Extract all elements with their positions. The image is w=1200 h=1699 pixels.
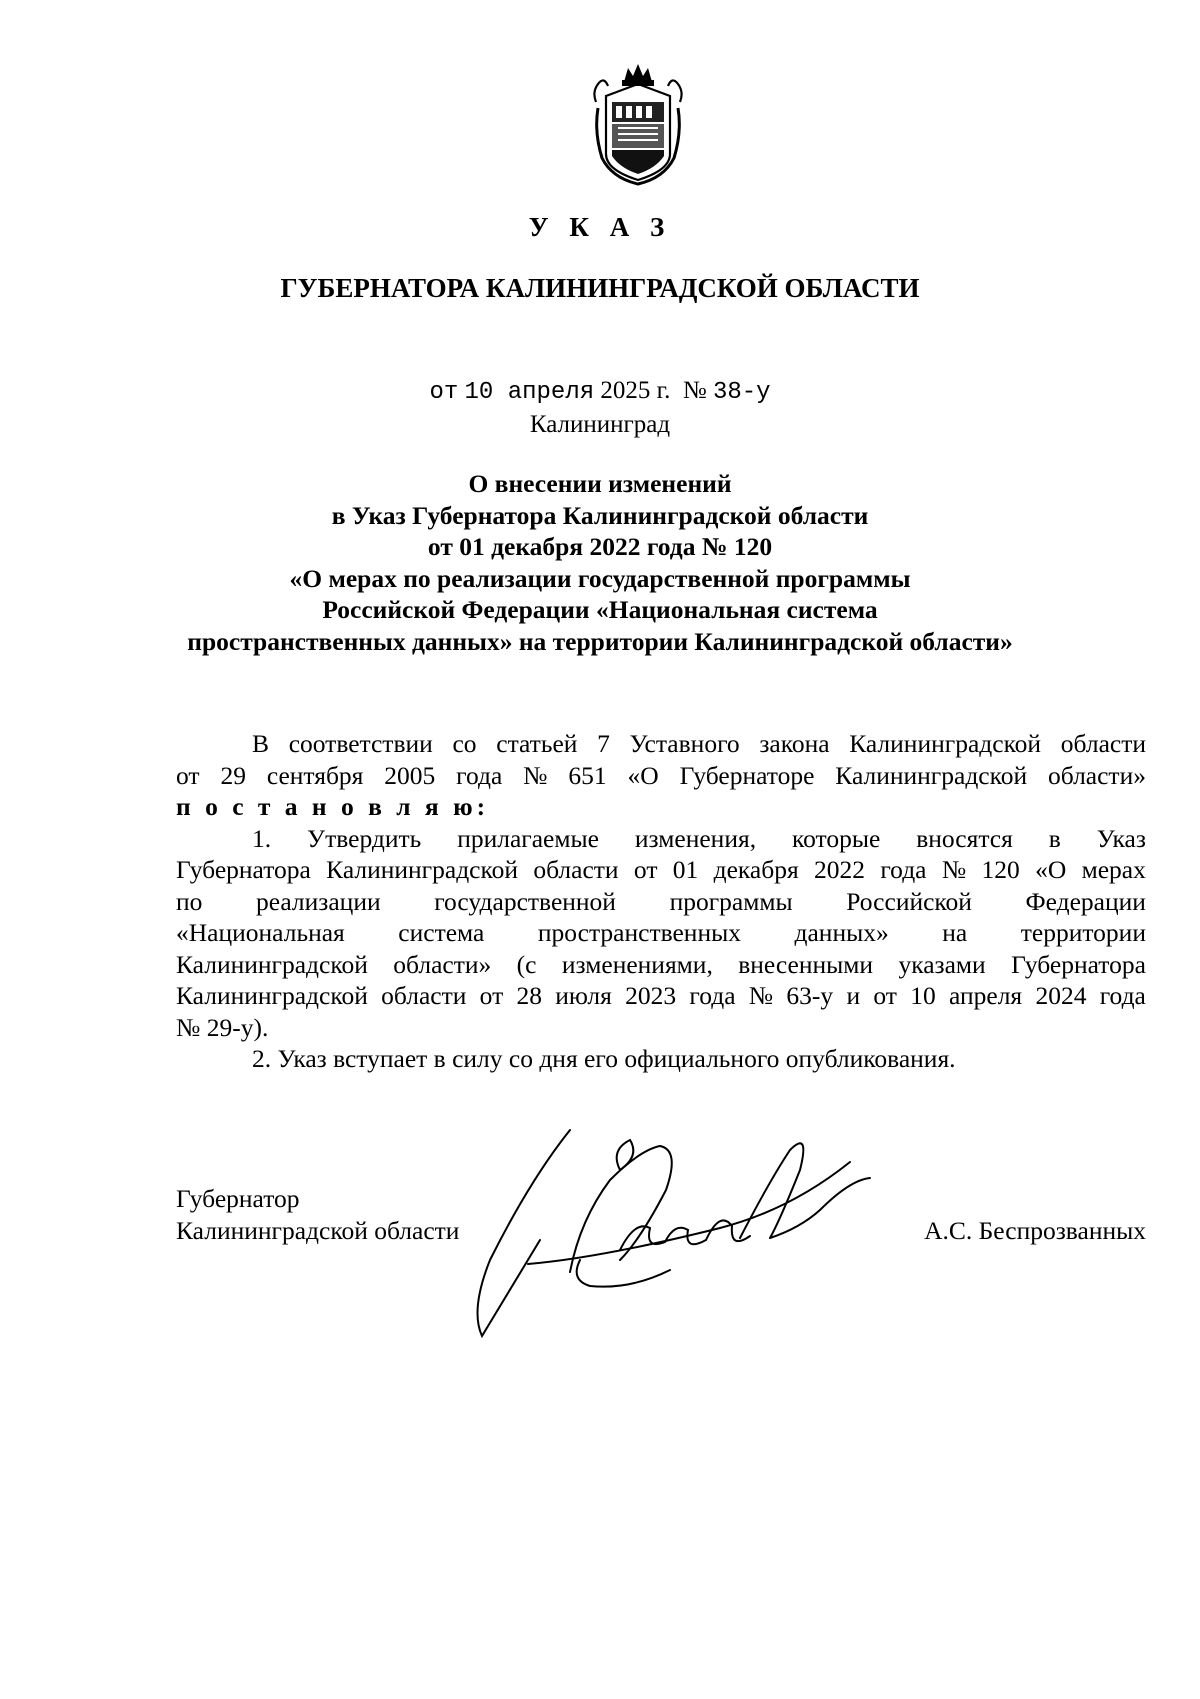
word: Уставного: [629, 729, 740, 758]
body-line: [176, 980, 1146, 1012]
word: территории: [1020, 918, 1146, 947]
document-body: [176, 728, 1146, 1075]
word: апреля: [949, 981, 1023, 1010]
word: года: [880, 855, 927, 884]
word: года: [1099, 981, 1146, 1010]
heading-line: О внесении изменений: [468, 469, 732, 498]
word: «Национальная: [176, 918, 345, 947]
word: Калининградской: [176, 981, 368, 1010]
word: Губернатора: [1011, 949, 1146, 979]
body-line: [176, 949, 1146, 981]
body-line: [176, 823, 1146, 855]
word: в: [1048, 823, 1061, 853]
signatory-title-line: Калининградской области: [176, 1216, 460, 1245]
body-line: [176, 917, 1146, 949]
word: государственной: [434, 886, 616, 916]
word: внесенными: [738, 949, 874, 979]
word: реализации: [256, 886, 381, 916]
word: Губернатора: [176, 855, 311, 884]
word: (с: [516, 949, 537, 979]
word: 2024: [1035, 981, 1087, 1010]
word: области: [533, 855, 619, 884]
word: Калининградской: [835, 760, 1028, 790]
document-city: Калининград: [529, 411, 671, 438]
word: Калининградской: [849, 729, 1042, 758]
document-date-line: [0, 377, 1200, 406]
word: прилагаемые: [457, 823, 599, 853]
word: 10: [910, 981, 936, 1010]
heading-line: от 01 декабря 2022 года № 120: [427, 532, 773, 561]
word: статьей: [496, 729, 578, 758]
date-value: 10 апреля: [464, 379, 595, 406]
word: указами: [898, 949, 986, 979]
word: №: [523, 760, 548, 790]
word: программы: [669, 886, 793, 916]
body-line: [176, 760, 1146, 792]
word: сентября: [266, 760, 364, 790]
body-line-decree: п о с т а н о в л я ю:: [176, 792, 490, 821]
word: система: [398, 918, 485, 947]
document-title: У К А З: [528, 212, 672, 242]
word: 2023: [625, 981, 677, 1010]
heading-line: в Указ Губернатора Калининградской области: [331, 500, 869, 530]
word: 651: [568, 760, 607, 790]
signatory-title: [176, 1183, 459, 1247]
body-line: № 29-у).: [176, 1012, 269, 1042]
heading-line: пространственных данных» на территории Калининградской области»: [187, 626, 1013, 656]
word: изменениями,: [561, 949, 713, 979]
word: 2022: [814, 855, 866, 884]
signature-icon: [470, 1110, 890, 1350]
body-line: [176, 886, 1146, 918]
word: года: [456, 760, 503, 790]
word: «О: [627, 760, 659, 790]
word: от: [479, 981, 504, 1010]
word: 120: [981, 855, 1020, 884]
word: Калининградской: [326, 855, 518, 884]
word: 28: [516, 981, 542, 1010]
word: области»: [393, 949, 492, 979]
word: закона: [759, 729, 830, 758]
word: области: [381, 981, 467, 1010]
number-prefix: №: [682, 377, 707, 404]
word: пространственных: [537, 918, 741, 947]
word: которые: [792, 823, 881, 853]
word: Российской: [846, 886, 972, 916]
body-line: [176, 854, 1146, 886]
word: вносятся: [916, 823, 1013, 853]
word: Указ: [1096, 823, 1146, 853]
word: 29: [220, 760, 246, 790]
word: данных»: [794, 918, 889, 947]
date-prefix: от: [429, 379, 459, 406]
signatory-name: А.С. Беспрозванных: [924, 1216, 1146, 1245]
word: 7: [597, 729, 610, 758]
word: со: [452, 729, 477, 758]
word: по: [176, 886, 203, 916]
word: и: [846, 981, 861, 1010]
document-subtitle: ГУБЕРНАТОРА КАЛИНИНГРАДСКОЙ ОБЛАСТИ: [280, 273, 920, 303]
word: 63-у: [786, 981, 834, 1010]
word: на: [942, 918, 968, 947]
word: В: [252, 729, 270, 758]
word: Утвердить: [307, 823, 422, 853]
word: 01: [672, 855, 699, 884]
body-line: 2. Указ вступает в силу со дня его официального опубликования.: [252, 1044, 956, 1073]
body-line: [176, 728, 1146, 760]
signatory-title-line: Губернатор: [176, 1184, 300, 1213]
word: соответствии: [288, 729, 433, 758]
word: области»: [1047, 760, 1146, 790]
word: Калининградской: [176, 949, 368, 979]
word: №: [941, 855, 967, 884]
word: Губернаторе: [679, 760, 815, 790]
word: декабря: [713, 855, 799, 884]
word: области: [1060, 729, 1146, 758]
word: года: [689, 981, 736, 1010]
word: от: [176, 760, 200, 790]
document-number: 38-у: [712, 379, 771, 406]
document-heading: [0, 468, 1200, 657]
word: июля: [555, 981, 612, 1010]
word: №: [748, 981, 774, 1010]
word: Федерации: [1025, 886, 1146, 916]
word: «О: [1035, 855, 1067, 884]
word: изменения,: [634, 823, 757, 853]
heading-line: Российской Федерации «Национальная система: [322, 595, 878, 624]
date-year: 2025 г.: [600, 377, 671, 404]
word: 1.: [252, 823, 272, 853]
word: от: [633, 855, 658, 884]
heading-line: «О мерах по реализации государственной программы: [289, 563, 911, 593]
word: мерах: [1081, 855, 1146, 884]
word: 2005: [384, 760, 436, 790]
coat-of-arms-icon: [586, 62, 690, 186]
word: от: [873, 981, 897, 1010]
